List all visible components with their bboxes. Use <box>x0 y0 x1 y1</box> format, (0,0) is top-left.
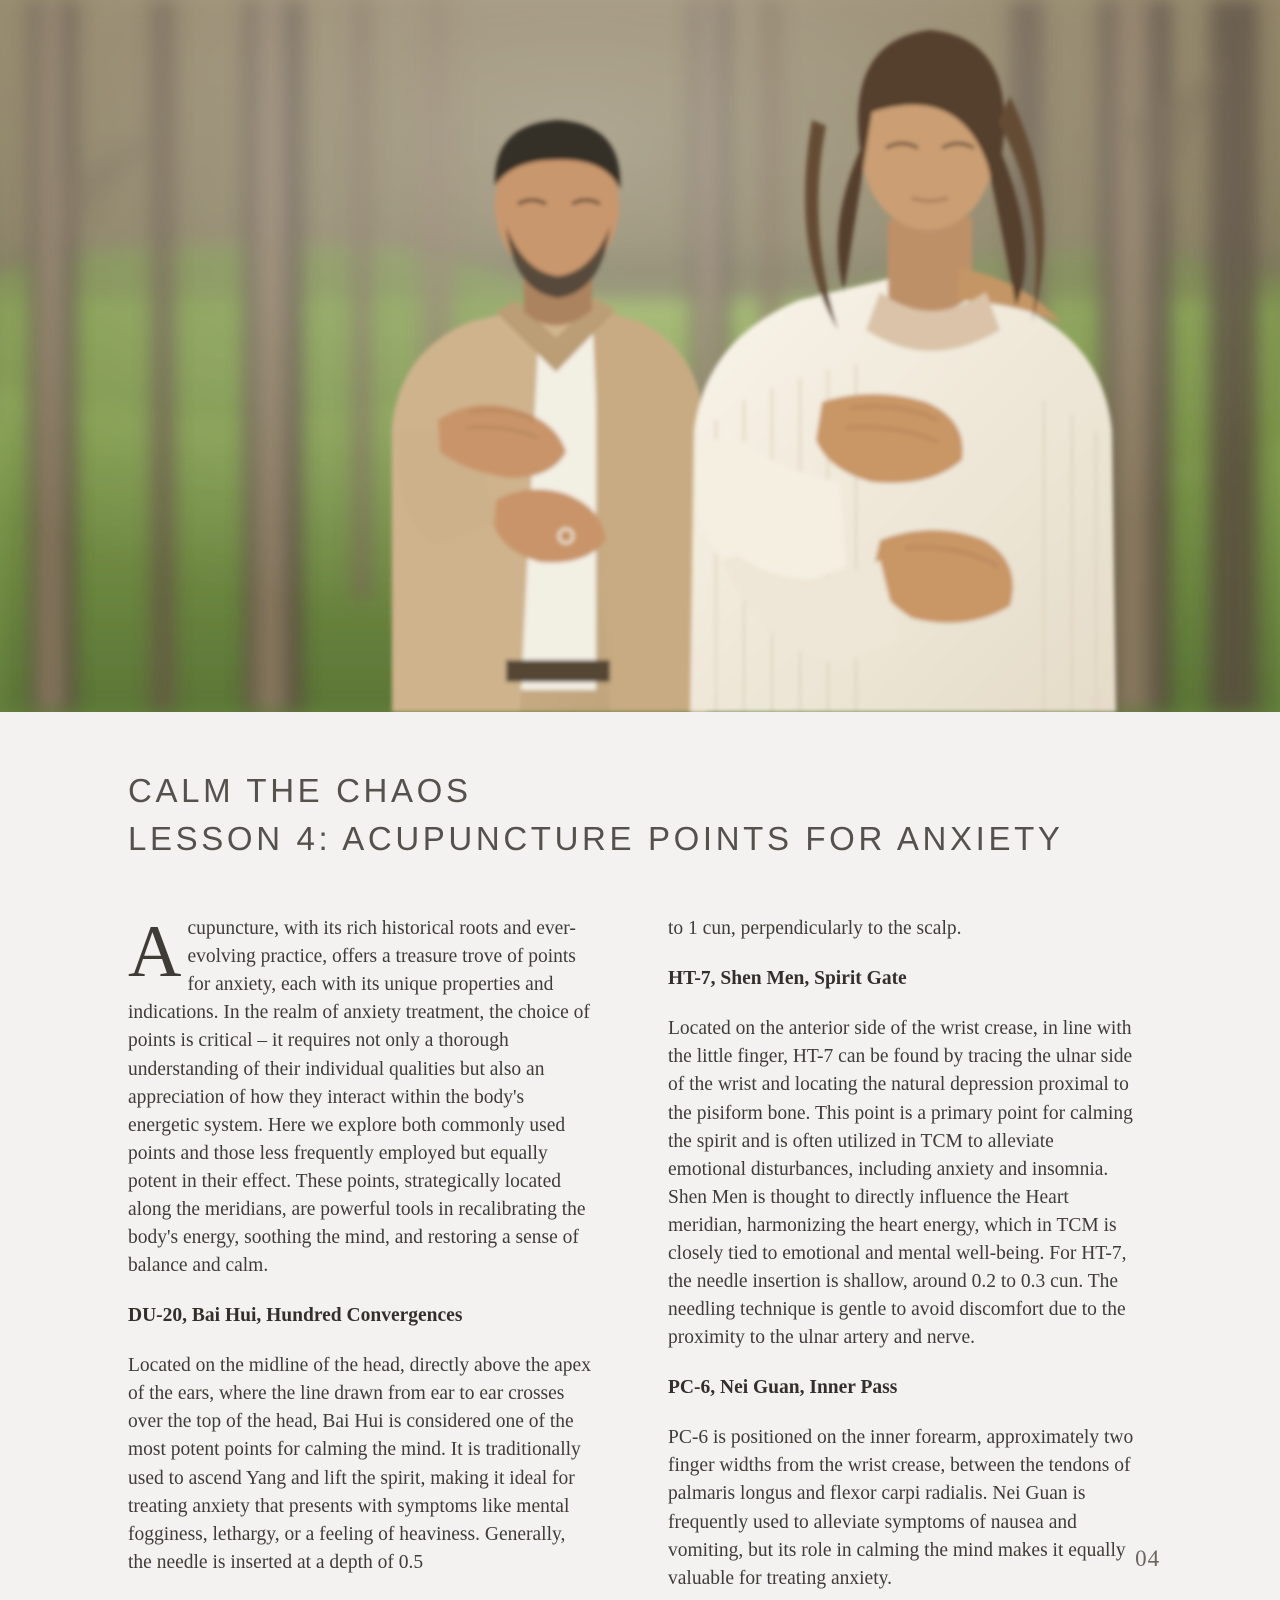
point-heading-pc6: PC-6, Nei Guan, Inner Pass <box>668 1377 898 1399</box>
hero-illustration <box>0 0 1280 712</box>
point-body-du20: Located on the midline of the head, directly above the apex of the ears, where the line drawn from ear to ear crosses over the top of the head, Bai Hui is considered one of the most potent points for calming the mind. It is traditionally used to ascend Yang and lift the spirit, making it ideal for treating anxiety that presents with symptoms like mental fogginess, lethargy, or a feeling of heaviness. Generally, the needle is inserted at a depth of 0.5 <box>128 1355 591 1573</box>
point-body-ht7: Located on the anterior side of the wrist crease, in line with the little finger, HT-7 can be found by tracing the ulnar side of the wrist and locating the natural depression proximal to the pisiform bone. This point is a primary point for calming the spirit and is often utilized in TCM to alleviate emotional disturbances, including anxiety and insomnia. Shen Men is thought to directly influence the Heart meridian, harmonizing the heart energy, which in TCM is closely tied to emotional and mental well-being. For HT-7, the needle insertion is shallow, around 0.2 to 0.3 cun. The needling technique is gentle to avoid discomfort due to the proximity to the ulnar artery and nerve. <box>668 1018 1133 1349</box>
left-column <box>128 911 594 1593</box>
point-heading-ht7: HT-7, Shen Men, Spirit Gate <box>668 968 907 990</box>
article-columns <box>0 859 1280 1593</box>
page-subtitle: LESSON 4: ACUPUNCTURE POINTS FOR ANXIETY <box>128 819 1064 857</box>
page-title: CALM THE CHAOS <box>128 772 472 809</box>
right-column <box>668 915 1134 1593</box>
hero-image <box>0 0 1280 712</box>
continuation-paragraph: to 1 cun, perpendicularly to the scalp. <box>668 918 962 940</box>
point-heading-du20: DU-20, Bai Hui, Hundred Convergences <box>128 1305 463 1327</box>
point-body-pc6: PC-6 is positioned on the inner forearm, approximately two finger widths from the wrist crease, between the tendons of palmaris longus and flexor carpi radialis. Nei Guan is frequently used to alleviate symptoms of nausea and vomiting, but its role in calming the mind makes it equally valuable for treating anxiety. <box>668 1427 1134 1589</box>
page-number: 04 <box>1135 1546 1160 1571</box>
intro-paragraph: Acupuncture, with its rich historical roots and ever-evolving practice, offers a treasure trove of points for anxiety, each with its unique properties and indications. In the realm of anxiety treatment, the choice of points is critical – it requires not only a thorough understanding of their individual qualities but also an appreciation of how they interact within the body's energetic system. Here we explore both commonly used points and those less frequently employed but equally potent in their effect. These points, strategically located along the meridians, are powerful tools in recalibrating the body's energy, soothing the mind, and restoring a sense of balance and calm. <box>128 911 590 1277</box>
page-title-block <box>0 712 1280 859</box>
